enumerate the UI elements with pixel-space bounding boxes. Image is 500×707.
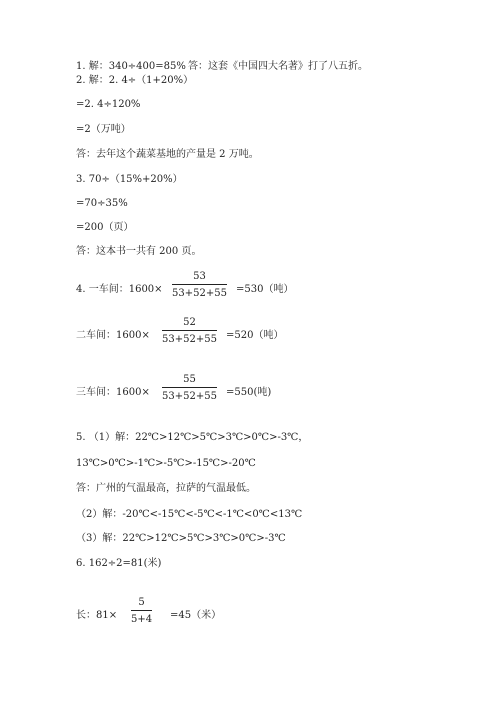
- q4-workshop-3-fraction: [162, 373, 217, 403]
- q2-solution: 2. 解：2. 4÷（1+20%）: [76, 75, 194, 86]
- fraction-bar: [131, 610, 152, 611]
- q6-length-prefix: 长：81×: [76, 610, 118, 621]
- q5-part1-answer: 答：广州的气温最高，拉萨的气温最低。: [76, 483, 256, 494]
- q4-workshop-2-prefix: 二车间：1600×: [76, 330, 150, 341]
- q4-workshop-1-fraction: [172, 270, 227, 300]
- q6-solution: 6. 162÷2=81(米): [76, 558, 162, 569]
- q5-part2-solution: （2）解：-20℃<-15℃<-5℃<-1℃<0℃<13℃: [76, 509, 303, 520]
- q3-step: =70÷35%: [76, 198, 128, 209]
- fraction-denominator: 53+52+55: [162, 334, 217, 345]
- q3-answer: 答：这本书一共有 200 页。: [76, 246, 202, 257]
- q4-workshop-2-fraction: [162, 316, 217, 346]
- fraction-denominator: 5+4: [131, 614, 153, 625]
- q2-answer: 答：去年这个蔬菜基地的产量是 2 万吨。: [76, 149, 259, 160]
- q3-solution: 3. 70÷（15%+20%）: [76, 174, 183, 185]
- fraction-bar: [172, 284, 227, 285]
- q2-step: =2. 4÷120%: [76, 99, 141, 110]
- fraction-numerator: 53: [193, 271, 206, 282]
- fraction-bar: [162, 330, 217, 331]
- q3-result: =200（页）: [76, 222, 134, 233]
- q1-solution: 1. 解：340÷400=85%: [76, 61, 186, 72]
- fraction-bar: [162, 387, 217, 388]
- q4-workshop-3-result: =550(吨): [226, 387, 272, 398]
- fraction-numerator: 5: [138, 597, 145, 608]
- fraction-numerator: 52: [183, 317, 196, 328]
- q5-part1-solution: 5. （1）解：22℃>12℃>5℃>3℃>0℃>-3℃，: [76, 432, 309, 443]
- q2-result: =2（万吨）: [76, 124, 131, 135]
- fraction-denominator: 53+52+55: [162, 391, 217, 402]
- q6-length-result: =45（米）: [170, 610, 222, 621]
- q6-length-fraction: [131, 596, 152, 626]
- q4-workshop-1-result: =530（吨）: [236, 284, 294, 295]
- fraction-denominator: 53+52+55: [172, 288, 227, 299]
- q5-part3-solution: （3）解：22℃>12℃>5℃>3℃>0℃>-3℃: [76, 533, 286, 544]
- q4-workshop-3-prefix: 三车间：1600×: [76, 387, 150, 398]
- q1-answer: 答：这套《中国四大名著》打了八五折。: [188, 61, 368, 72]
- fraction-numerator: 55: [183, 374, 196, 385]
- q5-part1-step: 13℃>0℃>-1℃>-5℃>-15℃>-20℃: [76, 458, 256, 469]
- q4-workshop-2-result: =520（吨）: [226, 330, 284, 341]
- q4-workshop-1-prefix: 4. 一车间：1600×: [76, 284, 163, 295]
